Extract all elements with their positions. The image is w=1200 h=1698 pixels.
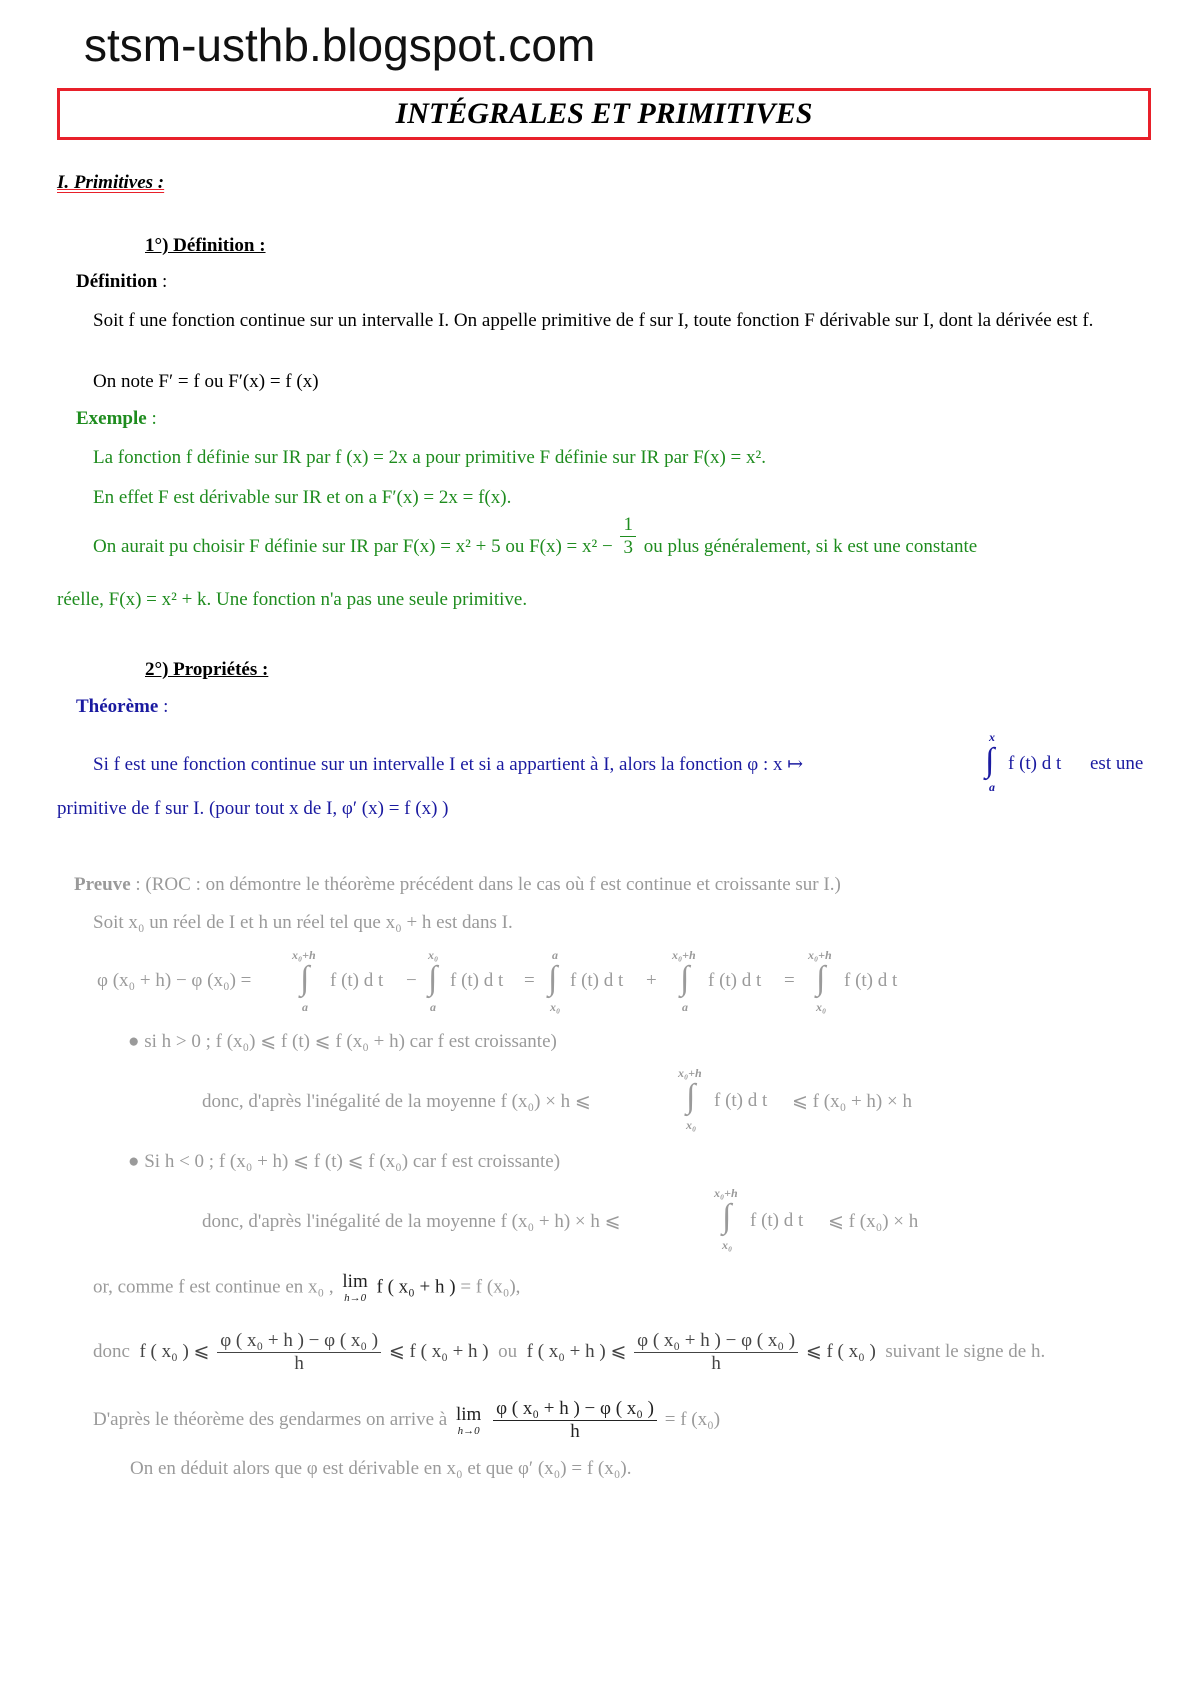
integral-sign-icon: ∫: [985, 742, 995, 779]
theorem-integral: [985, 730, 1005, 794]
limit-subscript-2: h→0: [457, 1424, 480, 1437]
fraction-numerator: 1: [620, 514, 636, 537]
integral-sign-icon: ∫: [722, 1198, 732, 1235]
integrand-3: f (t) d t: [570, 970, 624, 991]
continuity-start: or, comme f est continue en x₀ ,: [93, 1276, 334, 1298]
integrand-2: f (t) d t: [450, 970, 504, 991]
example-label: Exemple: [76, 408, 147, 429]
double-inequality-line: [93, 1330, 1045, 1375]
rate-fraction-a: [217, 1330, 381, 1375]
case-positive-ineq-start: donc, d'après l'inégalité de la moyenne f (x₀) × h ⩽: [202, 1091, 591, 1112]
title-frame: [57, 88, 1151, 140]
limit-text-2: lim: [456, 1403, 482, 1425]
conclusion-line: On en déduit alors que φ est dérivable en x₀ et que φ′ (x₀) = f (x₀).: [130, 1458, 632, 1479]
one-third-fraction: [620, 514, 636, 559]
integral-4-upper: x₀+h: [672, 948, 696, 962]
integral-case-2-upper: x₀+h: [714, 1186, 738, 1200]
example-line-2: En effet F est dérivable sur IR et on a F′(x) = 2x = f(x).: [93, 487, 512, 508]
theorem-line-2: primitive de f sur I. (pour tout x de I, φ′ (x) = f (x) ): [57, 798, 449, 819]
continuity-expression: f ( x₀ + h ): [376, 1276, 456, 1298]
squeeze-end: = f (x₀): [664, 1408, 721, 1430]
integrand-4: f (t) d t: [708, 970, 762, 991]
rate-fraction-a-num: φ ( x₀ + h ) − φ ( x₀ ): [217, 1330, 381, 1353]
integral-sign-icon: ∫: [548, 960, 558, 997]
fraction-denominator: 3: [623, 537, 633, 559]
squeeze-line: [93, 1398, 720, 1443]
definition-text: Soit f une fonction continue sur un intervalle I. On appelle primitive de f sur I, toute fonction F dérivable sur I, dont la dérivée est f.: [93, 310, 1094, 331]
integral-4: [672, 948, 712, 1014]
ineq-a-right: ⩽ f ( x₀ + h ): [388, 1340, 489, 1362]
limit-text: lim: [342, 1271, 368, 1292]
definition-label-line: Définition :: [76, 271, 168, 292]
integral-5-upper: x₀+h: [808, 948, 832, 962]
notation-line: On note F′ = f ou F′(x) = f (x): [93, 371, 319, 392]
integrand-case-1: f (t) d t: [714, 1090, 768, 1111]
rate-fraction-b-num: φ ( x₀ + h ) − φ ( x₀ ): [634, 1330, 798, 1353]
integral-2-lower: a: [430, 1000, 436, 1014]
integral-1-lower: a: [302, 1000, 308, 1014]
limit-subscript: h→0: [344, 1292, 367, 1304]
ineq-b-left: f ( x₀ + h ) ⩽: [526, 1340, 627, 1362]
integral-sign-icon: ∫: [300, 960, 310, 997]
integral-3-upper: a: [552, 948, 558, 962]
integrand-5: f (t) d t: [844, 970, 898, 991]
site-url: stsm-usthb.blogspot.com: [84, 19, 596, 71]
integral-3-lower: x₀: [550, 1000, 561, 1014]
continuity-line: [93, 1272, 520, 1304]
integral-case-2: [714, 1186, 754, 1252]
op-plus: +: [646, 970, 657, 991]
rate-fraction-c-den: h: [570, 1421, 580, 1442]
rate-fraction-c-num: φ ( x₀ + h ) − φ ( x₀ ): [493, 1398, 657, 1421]
theorem-label: Théorème: [76, 696, 159, 717]
rate-fraction-c: [493, 1398, 657, 1443]
squeeze-start: D'après le théorème des gendarmes on arrive à: [93, 1408, 448, 1430]
case-positive: ● si h > 0 ; f (x₀) ⩽ f (t) ⩽ f (x₀ + h) car f est croissante): [128, 1031, 557, 1052]
op-eq-2: =: [784, 970, 795, 991]
integral-case-1: [678, 1066, 718, 1132]
integral-2-upper: x₀: [428, 948, 439, 962]
properties-subheading: 2°) Propriétés :: [145, 659, 269, 680]
ineq-a-left: f ( x₀ ) ⩽: [139, 1340, 210, 1362]
example-line-3-end: ou plus généralement, si k est une constante: [643, 536, 978, 557]
chasles-lhs: φ (x₀ + h) − φ (x₀) =: [97, 970, 252, 991]
op-eq-1: =: [524, 970, 535, 991]
theorem-line-1: Si f est une fonction continue sur un intervalle I et si a appartient à I, alors la fonction φ : x ↦: [93, 754, 804, 775]
continuity-end: = f (x₀),: [460, 1276, 521, 1298]
rate-fraction-a-den: h: [294, 1353, 304, 1374]
proof-label: Preuve: [74, 874, 131, 895]
proof-intro: [74, 874, 841, 896]
limit-operator-2: [456, 1405, 481, 1437]
integral-4-lower: a: [682, 1000, 688, 1014]
definition-label: Définition: [76, 271, 158, 292]
integral-sign-icon: ∫: [686, 1078, 696, 1115]
section-primitives-heading: I. Primitives :: [57, 172, 165, 193]
integral-sign-icon: ∫: [428, 960, 438, 997]
integral-1: [292, 948, 332, 1014]
sign-tail: suivant le signe de h.: [885, 1340, 1046, 1362]
integral-sign-icon: ∫: [680, 960, 690, 997]
case-negative-ineq-end: ⩽ f (x₀) × h: [828, 1211, 919, 1232]
example-line-3-start: On aurait pu choisir F définie sur IR par F(x) = x² + 5 ou F(x) = x² −: [93, 536, 613, 557]
integral-case-2-lower: x₀: [722, 1238, 733, 1252]
definition-subheading: 1°) Définition :: [145, 235, 266, 256]
rate-fraction-b-den: h: [711, 1353, 721, 1374]
page-title: INTÉGRALES ET PRIMITIVES: [395, 97, 813, 130]
proof-intro-text: : (ROC : on démontre le théorème précédent dans le cas où f est continue et croissante sur I.): [135, 874, 841, 895]
integrand-case-2: f (t) d t: [750, 1210, 804, 1231]
integral-5: [808, 948, 848, 1014]
rate-fraction-b: [634, 1330, 798, 1375]
example-line-3: [93, 514, 978, 559]
example-line-4: réelle, F(x) = x² + k. Une fonction n'a pas une seule primitive.: [57, 589, 528, 610]
ou-word: ou: [498, 1340, 518, 1362]
case-positive-ineq-end: ⩽ f (x₀ + h) × h: [792, 1091, 912, 1112]
donc-word: donc: [93, 1340, 130, 1362]
integral-1-upper: x₀+h: [292, 948, 316, 962]
integral-case-1-lower: x₀: [686, 1118, 697, 1132]
example-line-1: La fonction f définie sur IR par f (x) = 2x a pour primitive F définie sur IR par F(x) = x².: [93, 447, 766, 468]
case-negative-ineq-start: donc, d'après l'inégalité de la moyenne f (x₀ + h) × h ⩽: [202, 1211, 621, 1232]
limit-operator: [342, 1272, 367, 1304]
integral-upper-bound: x: [989, 730, 995, 744]
proof-line-1: Soit x₀ un réel de I et h un réel tel que x₀ + h est dans I.: [93, 912, 513, 933]
integral-5-lower: x₀: [816, 1000, 827, 1014]
op-minus: −: [406, 970, 417, 991]
integrand-1: f (t) d t: [330, 970, 384, 991]
theorem-integrand: f (t) d t: [1008, 753, 1062, 774]
ineq-b-right: ⩽ f ( x₀ ): [805, 1340, 876, 1362]
theorem-tail: est une: [1090, 753, 1144, 774]
theorem-label-line: Théorème :: [76, 696, 169, 717]
integral-lower-bound: a: [989, 780, 995, 794]
case-negative: ● Si h < 0 ; f (x₀ + h) ⩽ f (t) ⩽ f (x₀) car f est croissante): [128, 1151, 561, 1172]
integral-case-1-upper: x₀+h: [678, 1066, 702, 1080]
example-label-line: Exemple :: [76, 408, 157, 429]
integral-sign-icon: ∫: [816, 960, 826, 997]
